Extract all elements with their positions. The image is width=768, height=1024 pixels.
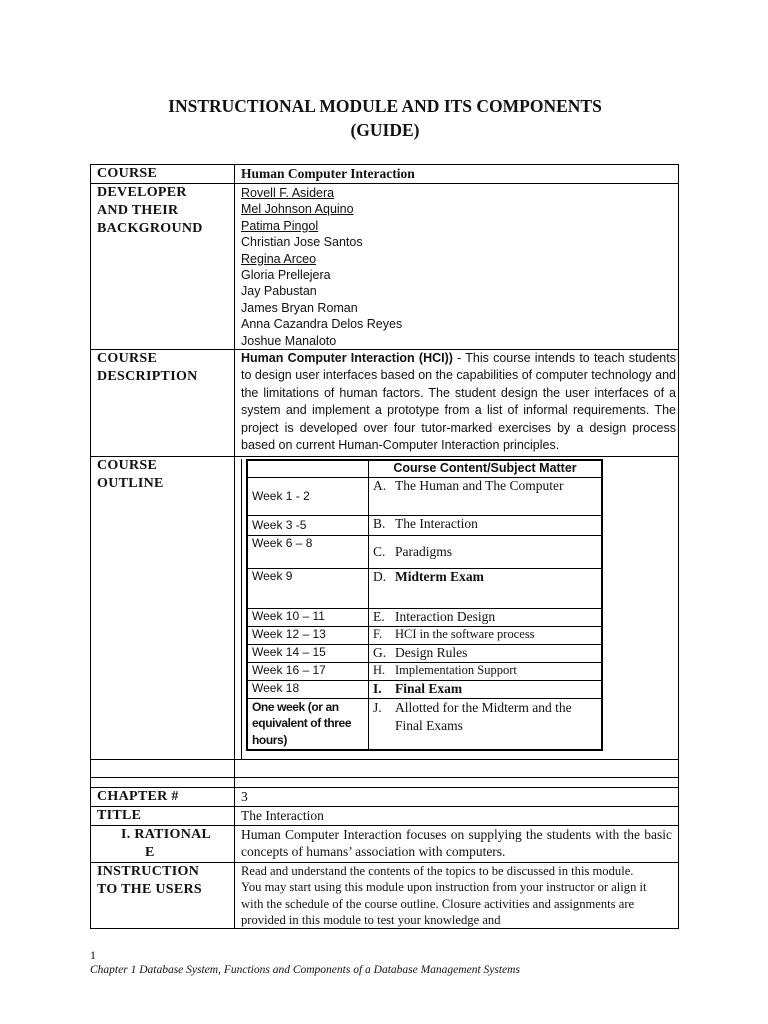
rationale-row: [91, 826, 679, 863]
footer-chapter-text: Chapter 1 Database System, Functions and Components of a Database Management Systems: [90, 964, 520, 976]
blank-value: [235, 760, 679, 778]
title-label: TITLE: [91, 807, 235, 826]
outline-week: Week 14 – 15: [247, 644, 369, 662]
outline-topic-text: Midterm Exam: [395, 568, 484, 584]
developer-name: Rovell F. Asidera: [241, 186, 335, 200]
developer-row: [91, 184, 679, 350]
outline-topic: [369, 608, 603, 626]
outline-topic: [369, 662, 603, 680]
outline-topic: [369, 626, 603, 644]
outline-letter: H.: [373, 662, 386, 677]
outline-topic: [369, 515, 603, 535]
description-label-line: COURSE: [97, 351, 158, 367]
outline-week: Week 6 – 8: [247, 535, 369, 568]
instruction-label: [91, 863, 235, 929]
developer-name: Mel Johnson Aquino: [241, 202, 354, 217]
instruction-value: Read and understand the contents of the topics to be discussed in this module. You may start using this module upon instruction from your instructor or align it with the schedule of the course outline. Closure activities and assignments are provided in this module to test your knowledge and: [235, 863, 679, 929]
outline-topic-text: Interaction Design: [395, 608, 496, 624]
outline-letter: F.: [373, 626, 383, 641]
outline-week: Week 16 – 17: [247, 662, 369, 680]
outline-topic: [369, 644, 603, 662]
outline-row-item: [247, 626, 602, 644]
outline-row-item: [247, 477, 602, 515]
course-row: [91, 165, 679, 184]
instruction-row: [91, 863, 679, 929]
description-label-line: DESCRIPTION: [97, 369, 198, 385]
outline-letter: E.: [373, 608, 385, 624]
course-description: [235, 350, 679, 457]
outline-topic-text: Paradigms: [395, 543, 452, 559]
developer-label-line: DEVELOPER: [97, 185, 187, 200]
module-guide-table: [90, 164, 679, 929]
course-label: COURSE: [91, 165, 235, 184]
outline-week: Week 18: [247, 680, 369, 698]
outline-header-blank: [247, 460, 369, 477]
outline-topic-text: The Human and The Computer: [395, 477, 564, 493]
course-outline-table: [246, 459, 603, 751]
outline-topic: [369, 698, 603, 750]
blank-row: [91, 760, 679, 778]
outline-week: One week (or an equivalent of three hours): [247, 698, 369, 750]
developer-name: Joshue Manaloto: [241, 333, 337, 348]
description-text: - This course intends to teach students to design user interfaces based on the capabilities of computer technology and the limitations of human factors. The student design the user interfaces of a system and implement a prototype from a list of informal requirements. The project is developed over four tutor-marked exercises by a design process based on current Human-Computer Interaction principles.: [241, 351, 676, 453]
description-lead: Human Computer Interaction (HCI)): [241, 351, 453, 366]
description-label: [91, 350, 235, 457]
page-number: 1: [90, 948, 96, 962]
chapter-row: [91, 788, 679, 807]
rationale-value: Human Computer Interaction focuses on supplying the students with the basic concepts of humans’ association with computers.: [235, 826, 679, 863]
rationale-label-line: E: [145, 845, 155, 861]
outline-topic-text: HCI in the software process: [395, 626, 535, 641]
spacer-row: [91, 778, 679, 788]
outline-topic: [369, 477, 603, 515]
developer-name: Anna Cazandra Delos Reyes: [241, 317, 403, 332]
developer-name: Christian Jose Santos: [241, 235, 363, 250]
spacer-value: [235, 778, 679, 788]
outline-letter: A.: [373, 477, 387, 493]
outline-topic: [369, 568, 603, 608]
outline-row-item: [247, 568, 602, 608]
outline-letter: I.: [373, 680, 382, 696]
outline-header: Course Content/Subject Matter: [369, 460, 603, 477]
outline-cell: [235, 457, 679, 760]
outline-letter: J.: [373, 699, 382, 715]
outline-row-item: [247, 608, 602, 626]
outline-week: Week 1 - 2: [247, 477, 369, 515]
outline-row-item: [247, 535, 602, 568]
developer-label: [91, 184, 235, 350]
document-title: [90, 94, 680, 142]
course-value: Human Computer Interaction: [235, 165, 679, 184]
outline-row: [91, 457, 679, 760]
chapter-value: 3: [235, 788, 679, 807]
outline-topic: [369, 535, 603, 568]
outline-row-item: [247, 680, 602, 698]
developer-name: Patima Pingol: [241, 218, 319, 233]
outline-letter: D.: [373, 568, 387, 584]
outline-letter: C.: [373, 543, 386, 559]
developer-name: James Bryan Roman: [241, 300, 358, 315]
title-row: [91, 807, 679, 826]
developer-list: [235, 184, 679, 350]
outline-topic-text: Design Rules: [395, 644, 468, 660]
rationale-label-line: I. RATIONAL: [121, 827, 212, 843]
spacer-label: [91, 778, 235, 788]
blank-label: [91, 760, 235, 778]
title-value: The Interaction: [235, 807, 679, 826]
instruction-label-line: INSTRUCTION: [97, 864, 200, 880]
title-line-1: INSTRUCTIONAL MODULE AND ITS COMPONENTS: [168, 96, 602, 116]
outline-row-item: [247, 662, 602, 680]
outline-row-item: [247, 644, 602, 662]
outline-letter: B.: [373, 515, 386, 531]
outline-week: Week 3 -5: [247, 515, 369, 535]
outline-topic-text: Allotted for the Midterm and the Final Exams: [395, 699, 572, 733]
outline-label: [91, 457, 235, 760]
outline-label-line: OUTLINE: [97, 476, 164, 492]
developer-label-line: AND THEIR: [97, 203, 179, 218]
outline-week: Week 9: [247, 568, 369, 608]
developer-name: Gloria Prellejera: [241, 268, 331, 283]
developer-name: Regina Arceo: [241, 251, 317, 266]
developer-name: Jay Pabustan: [241, 284, 317, 299]
outline-header-row: [247, 460, 602, 477]
title-line-2: (GUIDE): [350, 120, 420, 140]
outline-week: Week 10 – 11: [247, 608, 369, 626]
outline-topic-text: The Interaction: [395, 515, 478, 531]
chapter-label: CHAPTER #: [91, 788, 235, 807]
outline-row-item: [247, 515, 602, 535]
outline-topic: [369, 680, 603, 698]
outline-week: Week 12 – 13: [247, 626, 369, 644]
description-row: [91, 350, 679, 457]
outline-frame: [241, 459, 678, 759]
outline-label-line: COURSE: [97, 458, 158, 474]
outline-topic-text: Final Exam: [395, 680, 463, 696]
developer-label-line: BACKGROUND: [97, 221, 203, 236]
outline-topic-text: Implementation Support: [395, 662, 517, 677]
instruction-label-line: TO THE USERS: [97, 882, 203, 898]
outline-row-item: [247, 698, 602, 750]
outline-letter: G.: [373, 644, 387, 660]
rationale-label: [91, 826, 235, 863]
